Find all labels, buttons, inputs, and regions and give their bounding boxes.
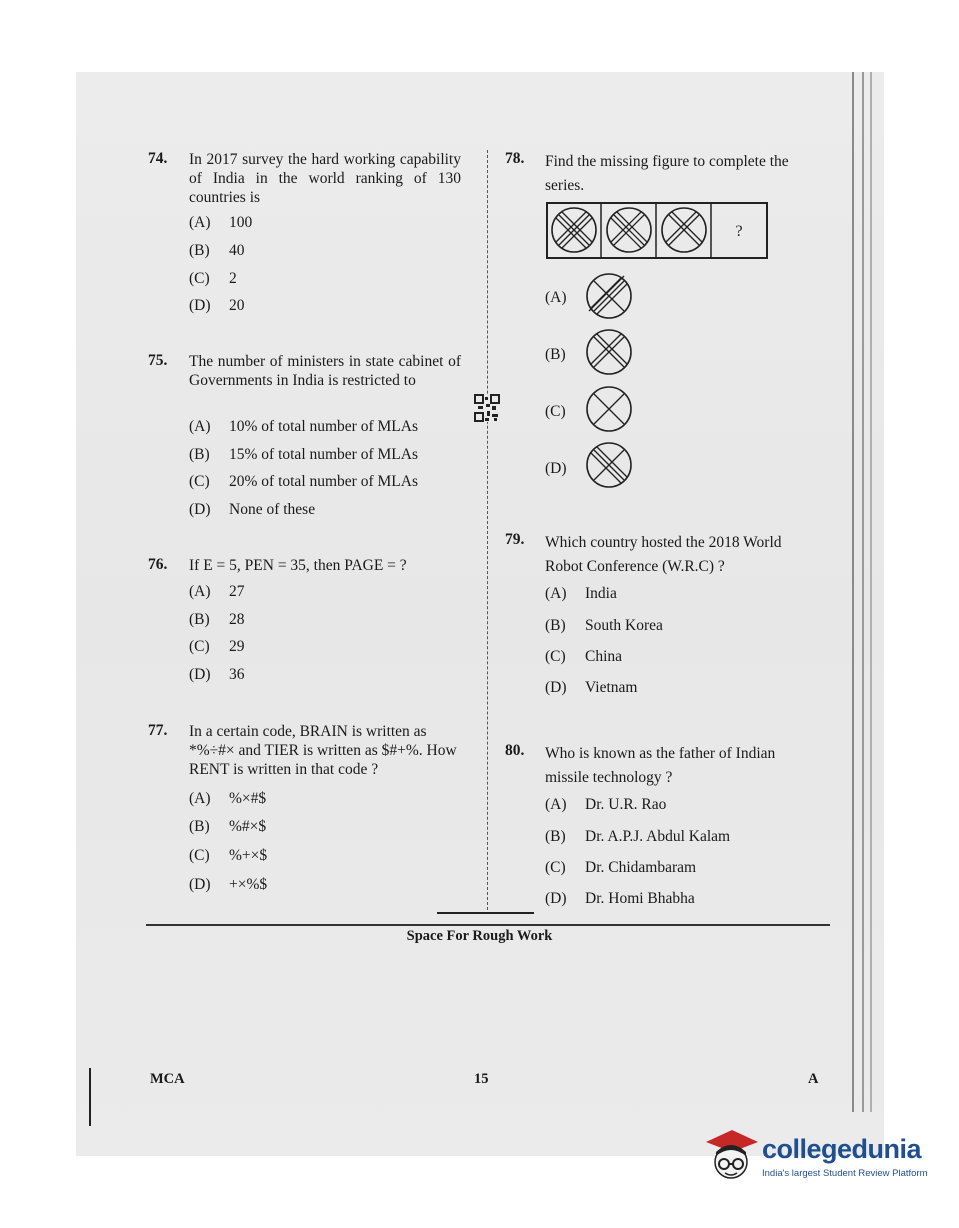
option-text: Dr. U.R. Rao [585, 796, 667, 813]
question-text: Who is known as the father of Indian missile technology ? [545, 745, 776, 786]
option-d [189, 297, 245, 315]
option-letter: (C) [189, 638, 210, 655]
option-c [189, 270, 237, 288]
option-b [189, 818, 266, 836]
option-letter: (D) [545, 890, 567, 907]
question-number: 76. [148, 556, 168, 573]
series-figure-2 [607, 208, 651, 252]
rough-work-label: Space For Rough Work [406, 928, 553, 944]
question-number: 80. [505, 742, 525, 759]
option-letter: (D) [545, 460, 567, 477]
option-a [189, 214, 252, 232]
qr-code-icon [474, 394, 500, 422]
option-c [189, 638, 245, 656]
option-a [189, 583, 245, 601]
option-b [545, 346, 566, 364]
option-a [189, 790, 266, 808]
figure-series [546, 202, 768, 259]
series-figure-1 [552, 208, 596, 252]
question-number: 75. [148, 352, 168, 369]
option-letter: (C) [189, 473, 210, 490]
page-edge-line [852, 72, 854, 1112]
option-c [545, 648, 622, 666]
option-text: %+×$ [229, 847, 268, 864]
option-a [545, 585, 617, 603]
option-text: 27 [229, 583, 245, 600]
option-b [545, 828, 730, 846]
option-c [545, 859, 696, 877]
option-letter: (A) [545, 796, 567, 813]
option-letter: (D) [545, 679, 567, 696]
question-text: The number of ministers in state cabinet of Governments in India is restricted to [189, 353, 461, 389]
option-b [189, 242, 245, 260]
option-a [545, 796, 666, 814]
option-d [545, 679, 637, 697]
option-letter: (C) [545, 648, 566, 665]
option-letter: (D) [189, 501, 211, 518]
question-text: In a certain code, BRAIN is written as *%÷#× and TIER is written as $#+%. How RENT is written in that code ? [189, 723, 457, 778]
option-a [545, 289, 567, 307]
section-rule [146, 924, 830, 926]
option-d [545, 890, 695, 908]
question-text: If E = 5, PEN = 35, then PAGE = ? [189, 557, 407, 574]
option-text: 29 [229, 638, 245, 655]
option-b [189, 446, 418, 464]
footer-booklet-series: A [808, 1071, 819, 1087]
series-figure-3 [662, 208, 706, 252]
option-letter: (A) [545, 289, 567, 306]
question-text: In 2017 survey the hard working capability of India in the world ranking of 130 countries is [189, 151, 461, 206]
option-letter: (C) [189, 270, 210, 287]
option-c [189, 473, 418, 491]
page-edge-line [862, 72, 864, 1112]
brand-tagline: India's largest Student Review Platform [762, 1168, 928, 1179]
option-letter: (B) [545, 617, 566, 634]
option-letter: (B) [189, 242, 210, 259]
page-margin-mark [89, 1068, 91, 1126]
option-b [545, 617, 663, 635]
student-mascot-icon [702, 1122, 760, 1182]
option-letter: (C) [189, 847, 210, 864]
option-d-figure [585, 441, 633, 489]
option-c [189, 847, 267, 865]
option-text: India [585, 585, 617, 602]
question-number: 77. [148, 722, 168, 739]
option-letter: (D) [189, 876, 211, 893]
option-c [545, 403, 566, 421]
option-letter: (A) [189, 790, 211, 807]
option-text: 20 [229, 297, 245, 314]
brand-watermark [700, 1120, 930, 1190]
option-letter: (A) [545, 585, 567, 602]
option-letter: (B) [545, 346, 566, 363]
option-d [189, 666, 245, 684]
option-letter: (B) [189, 611, 210, 628]
option-letter: (D) [189, 666, 211, 683]
option-letter: (B) [545, 828, 566, 845]
option-text: Vietnam [585, 679, 638, 696]
option-text: China [585, 648, 623, 665]
option-text: Dr. Chidambaram [585, 859, 697, 876]
option-text: %×#$ [229, 790, 267, 807]
option-text: 100 [229, 214, 253, 231]
question-number: 74. [148, 150, 168, 167]
option-text: 15% of total number of MLAs [229, 446, 418, 463]
option-text: 20% of total number of MLAs [229, 473, 418, 490]
option-text: 36 [229, 666, 245, 683]
question-number: 78. [505, 150, 525, 167]
option-d [189, 501, 315, 519]
option-text: None of these [229, 501, 316, 518]
option-text: 2 [229, 270, 237, 287]
option-text: Dr. Homi Bhabha [585, 890, 695, 907]
option-text: %#×$ [229, 818, 267, 835]
option-letter: (C) [545, 859, 566, 876]
option-a [189, 418, 418, 436]
section-rule-short [437, 912, 534, 914]
option-letter: (A) [189, 583, 211, 600]
option-text: +×%$ [229, 876, 268, 893]
option-text: 28 [229, 611, 245, 628]
option-d [189, 876, 267, 894]
series-missing-mark: ? [735, 223, 743, 240]
question-number: 79. [505, 531, 525, 548]
option-letter: (A) [189, 214, 211, 231]
option-letter: (C) [545, 403, 566, 420]
option-text: 10% of total number of MLAs [229, 418, 418, 435]
option-b [189, 611, 245, 629]
option-letter: (B) [189, 818, 210, 835]
option-a-figure [585, 272, 633, 320]
option-letter: (D) [189, 297, 211, 314]
brand-name: collegedunia [762, 1134, 922, 1164]
column-divider [487, 150, 488, 910]
option-letter: (B) [189, 446, 210, 463]
option-text: Dr. A.P.J. Abdul Kalam [585, 828, 731, 845]
option-b-figure [585, 328, 633, 376]
option-c-figure [585, 385, 633, 433]
option-text: South Korea [585, 617, 663, 634]
question-text: Find the missing figure to complete the series. [545, 153, 789, 194]
question-text: Which country hosted the 2018 World Robot Conference (W.R.C) ? [545, 534, 782, 575]
footer-page-number: 15 [474, 1071, 489, 1087]
page-edge-line [870, 72, 872, 1112]
footer-course: MCA [150, 1071, 185, 1087]
option-text: 40 [229, 242, 245, 259]
option-letter: (A) [189, 418, 211, 435]
option-d [545, 460, 567, 478]
